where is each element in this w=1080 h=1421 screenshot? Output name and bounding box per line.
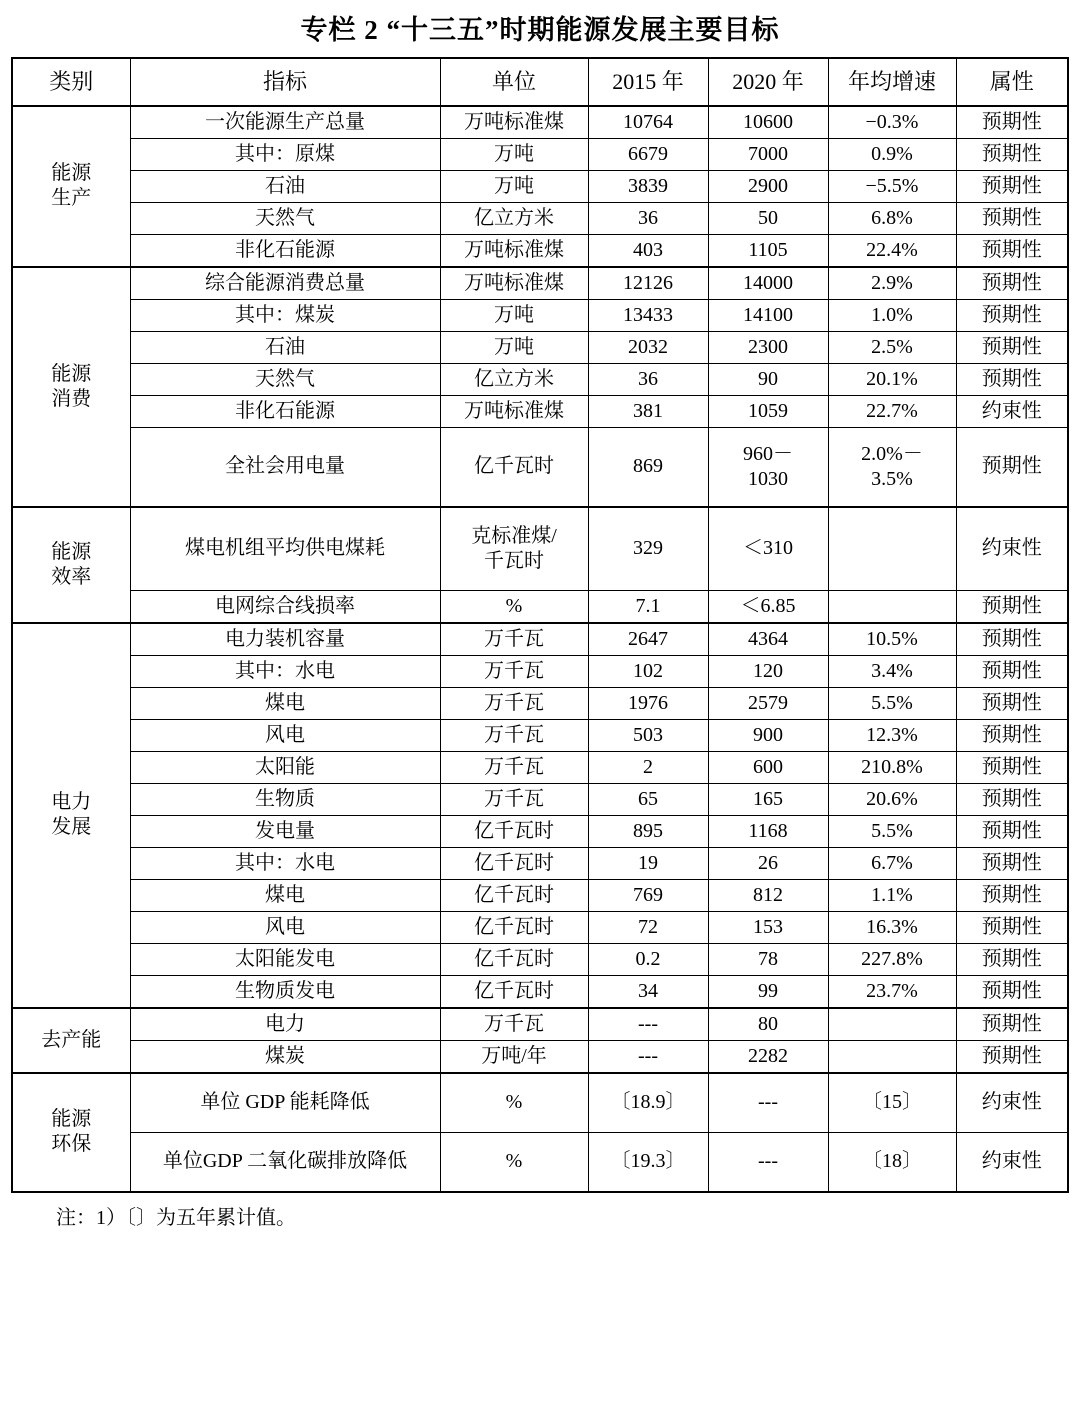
table-row [12,1008,1068,1041]
indicator-unit: 克标准煤/ 千瓦时 [440,507,588,591]
indicator-name: 电力装机容量 [130,623,440,656]
indicator-name: 电力 [130,1008,440,1041]
indicator-name: 非化石能源 [130,395,440,427]
value-2015: 6679 [588,138,708,170]
indicator-unit: 亿立方米 [440,363,588,395]
table-row [12,1040,1068,1073]
value-growth: −0.3% [828,106,956,139]
table-row [12,507,1068,591]
indicator-unit: 万吨/年 [440,1040,588,1073]
value-growth: 210.8% [828,751,956,783]
indicator-unit: 万千瓦 [440,687,588,719]
column-header-2020: 2020 年 [708,58,828,106]
indicator-name: 风电 [130,911,440,943]
value-growth: 12.3% [828,719,956,751]
value-growth [828,590,956,623]
indicator-name: 石油 [130,170,440,202]
indicator-name: 一次能源生产总量 [130,106,440,139]
indicator-name: 单位 GDP 能耗降低 [130,1073,440,1133]
value-attribute: 预期性 [956,427,1068,507]
value-2020: 600 [708,751,828,783]
indicator-unit: 万吨 [440,331,588,363]
table-row [12,719,1068,751]
indicator-unit: % [440,590,588,623]
value-2020: 7000 [708,138,828,170]
value-2015: 〔18.9〕 [588,1073,708,1133]
value-growth: 〔18〕 [828,1132,956,1192]
column-header-2015: 2015 年 [588,58,708,106]
value-growth [828,507,956,591]
value-2015: 0.2 [588,943,708,975]
value-2015: 7.1 [588,590,708,623]
value-2020: 153 [708,911,828,943]
energy-targets-table [11,57,1069,1193]
value-growth: 6.7% [828,847,956,879]
indicator-name: 煤炭 [130,1040,440,1073]
indicator-unit: 万千瓦 [440,751,588,783]
value-2020: 1059 [708,395,828,427]
value-2020: 90 [708,363,828,395]
value-2015: 403 [588,234,708,267]
indicator-name: 风电 [130,719,440,751]
page-title: 专栏 2 “十三五”时期能源发展主要目标 [300,15,780,45]
table-note: 注：1）〔〕为五年累计值。 [56,1206,296,1229]
value-2020: 812 [708,879,828,911]
value-2015: 12126 [588,267,708,300]
indicator-unit: 亿千瓦时 [440,911,588,943]
indicator-name: 发电量 [130,815,440,847]
value-attribute: 预期性 [956,687,1068,719]
value-2020: 120 [708,655,828,687]
value-growth: 0.9% [828,138,956,170]
column-header-growth: 年均增速 [828,58,956,106]
value-attribute: 预期性 [956,879,1068,911]
category-energy-efficiency: 能源 效率 [12,507,130,623]
value-2015: 36 [588,363,708,395]
table-row [12,687,1068,719]
value-attribute: 预期性 [956,719,1068,751]
value-2020: 50 [708,202,828,234]
table-row [12,783,1068,815]
value-2015: 72 [588,911,708,943]
value-2020: 80 [708,1008,828,1041]
table-row [12,267,1068,300]
value-2020: 26 [708,847,828,879]
category-energy-consumption: 能源 消费 [12,267,130,507]
table-row [12,590,1068,623]
table-row [12,655,1068,687]
indicator-name: 太阳能发电 [130,943,440,975]
value-attribute: 预期性 [956,1040,1068,1073]
value-growth: 2.5% [828,331,956,363]
value-growth: 6.8% [828,202,956,234]
value-attribute: 预期性 [956,202,1068,234]
category-energy-environment: 能源 环保 [12,1073,130,1192]
value-2015: 503 [588,719,708,751]
table-header-row [12,58,1068,106]
value-growth: 〔15〕 [828,1073,956,1133]
value-growth: 20.6% [828,783,956,815]
value-2020: 4364 [708,623,828,656]
value-growth: 23.7% [828,975,956,1008]
value-2020: 78 [708,943,828,975]
value-attribute: 约束性 [956,395,1068,427]
value-2020: ＜310 [708,507,828,591]
indicator-name: 天然气 [130,202,440,234]
category-energy-production: 能源 生产 [12,106,130,267]
value-2020: 2900 [708,170,828,202]
value-2015: 13433 [588,299,708,331]
category-power-development: 电力 发展 [12,623,130,1008]
value-attribute: 预期性 [956,363,1068,395]
value-2015: --- [588,1040,708,1073]
indicator-unit: 万吨标准煤 [440,234,588,267]
value-2015: 869 [588,427,708,507]
value-attribute: 预期性 [956,299,1068,331]
value-2020: 1168 [708,815,828,847]
indicator-name: 电网综合线损率 [130,590,440,623]
value-attribute: 预期性 [956,847,1068,879]
indicator-name: 煤电机组平均供电煤耗 [130,507,440,591]
indicator-unit: 万千瓦 [440,719,588,751]
indicator-unit: 亿千瓦时 [440,847,588,879]
value-2020: 2300 [708,331,828,363]
indicator-name: 煤电 [130,879,440,911]
table-row [12,751,1068,783]
value-growth: 5.5% [828,815,956,847]
value-2015: 〔19.3〕 [588,1132,708,1192]
value-growth [828,1040,956,1073]
value-2020: 1105 [708,234,828,267]
value-growth: 3.4% [828,655,956,687]
indicator-name: 单位GDP 二氧化碳排放降低 [130,1132,440,1192]
value-attribute: 预期性 [956,1008,1068,1041]
value-growth: 22.7% [828,395,956,427]
indicator-unit: 万千瓦 [440,623,588,656]
column-header-unit: 单位 [440,58,588,106]
value-attribute: 预期性 [956,234,1068,267]
value-attribute: 预期性 [956,331,1068,363]
table-row [12,879,1068,911]
value-attribute: 预期性 [956,138,1068,170]
table-row [12,106,1068,139]
table-row [12,138,1068,170]
value-2015: 36 [588,202,708,234]
table-row [12,299,1068,331]
value-growth: 5.5% [828,687,956,719]
indicator-unit: 万吨标准煤 [440,395,588,427]
value-attribute: 预期性 [956,751,1068,783]
value-2020: 14000 [708,267,828,300]
value-attribute: 预期性 [956,590,1068,623]
column-header-category: 类别 [12,58,130,106]
category-capacity-reduction: 去产能 [12,1008,130,1073]
value-growth: 2.9% [828,267,956,300]
indicator-unit: 亿千瓦时 [440,427,588,507]
value-growth: 16.3% [828,911,956,943]
indicator-unit: 亿千瓦时 [440,815,588,847]
value-attribute: 预期性 [956,655,1068,687]
value-attribute: 约束性 [956,1132,1068,1192]
value-2020: 2579 [708,687,828,719]
value-attribute: 预期性 [956,267,1068,300]
indicator-name: 其中：水电 [130,655,440,687]
table-row [12,363,1068,395]
value-2020: 99 [708,975,828,1008]
indicator-unit: 亿立方米 [440,202,588,234]
value-2015: 381 [588,395,708,427]
table-row [12,202,1068,234]
value-growth [828,1008,956,1041]
indicator-unit: 万吨标准煤 [440,106,588,139]
value-2015: 3839 [588,170,708,202]
value-growth: 1.0% [828,299,956,331]
value-growth: 20.1% [828,363,956,395]
table-row [12,975,1068,1008]
value-growth: 22.4% [828,234,956,267]
indicator-unit: 万千瓦 [440,655,588,687]
indicator-unit: 万吨 [440,299,588,331]
table-row [12,170,1068,202]
value-2015: 65 [588,783,708,815]
table-row [12,1073,1068,1133]
value-2015: 329 [588,507,708,591]
table-row [12,847,1068,879]
value-2020: ＜6.85 [708,590,828,623]
value-2015: 102 [588,655,708,687]
table-row [12,331,1068,363]
indicator-unit: 万千瓦 [440,783,588,815]
indicator-unit: 万千瓦 [440,1008,588,1041]
table-row [12,395,1068,427]
value-2015: 895 [588,815,708,847]
value-2015: 2647 [588,623,708,656]
table-row [12,911,1068,943]
indicator-name: 其中：煤炭 [130,299,440,331]
indicator-name: 综合能源消费总量 [130,267,440,300]
value-2020: 2282 [708,1040,828,1073]
value-2020: 165 [708,783,828,815]
table-row [12,943,1068,975]
value-2015: 769 [588,879,708,911]
value-attribute: 预期性 [956,170,1068,202]
value-2020: 14100 [708,299,828,331]
column-header-attribute: 属性 [956,58,1068,106]
value-2015: 2 [588,751,708,783]
indicator-name: 全社会用电量 [130,427,440,507]
value-2015: 1976 [588,687,708,719]
indicator-name: 煤电 [130,687,440,719]
value-attribute: 预期性 [956,106,1068,139]
value-2020: --- [708,1132,828,1192]
value-attribute: 预期性 [956,911,1068,943]
value-2015: 34 [588,975,708,1008]
indicator-name: 太阳能 [130,751,440,783]
value-attribute: 约束性 [956,507,1068,591]
indicator-unit: 万吨 [440,170,588,202]
value-2020: 10600 [708,106,828,139]
indicator-unit: % [440,1073,588,1133]
indicator-name: 生物质发电 [130,975,440,1008]
table-row [12,427,1068,507]
value-attribute: 预期性 [956,783,1068,815]
table-row [12,234,1068,267]
indicator-unit: 万吨标准煤 [440,267,588,300]
value-2015: 10764 [588,106,708,139]
indicator-unit: 万吨 [440,138,588,170]
value-growth: 2.0%－ 3.5% [828,427,956,507]
column-header-indicator: 指标 [130,58,440,106]
indicator-name: 非化石能源 [130,234,440,267]
indicator-unit: 亿千瓦时 [440,975,588,1008]
value-attribute: 预期性 [956,623,1068,656]
indicator-name: 生物质 [130,783,440,815]
indicator-unit: 亿千瓦时 [440,879,588,911]
table-row [12,623,1068,656]
value-growth: 10.5% [828,623,956,656]
value-2020: --- [708,1073,828,1133]
value-2015: --- [588,1008,708,1041]
table-row [12,1132,1068,1192]
table-row [12,815,1068,847]
value-2020: 900 [708,719,828,751]
value-growth: 227.8% [828,943,956,975]
indicator-name: 其中：原煤 [130,138,440,170]
value-2015: 2032 [588,331,708,363]
indicator-name: 其中：水电 [130,847,440,879]
value-2015: 19 [588,847,708,879]
value-attribute: 预期性 [956,975,1068,1008]
value-attribute: 预期性 [956,943,1068,975]
value-attribute: 预期性 [956,815,1068,847]
value-growth: 1.1% [828,879,956,911]
indicator-unit: 亿千瓦时 [440,943,588,975]
indicator-unit: % [440,1132,588,1192]
value-growth: −5.5% [828,170,956,202]
value-attribute: 约束性 [956,1073,1068,1133]
value-2020: 960－ 1030 [708,427,828,507]
indicator-name: 石油 [130,331,440,363]
indicator-name: 天然气 [130,363,440,395]
